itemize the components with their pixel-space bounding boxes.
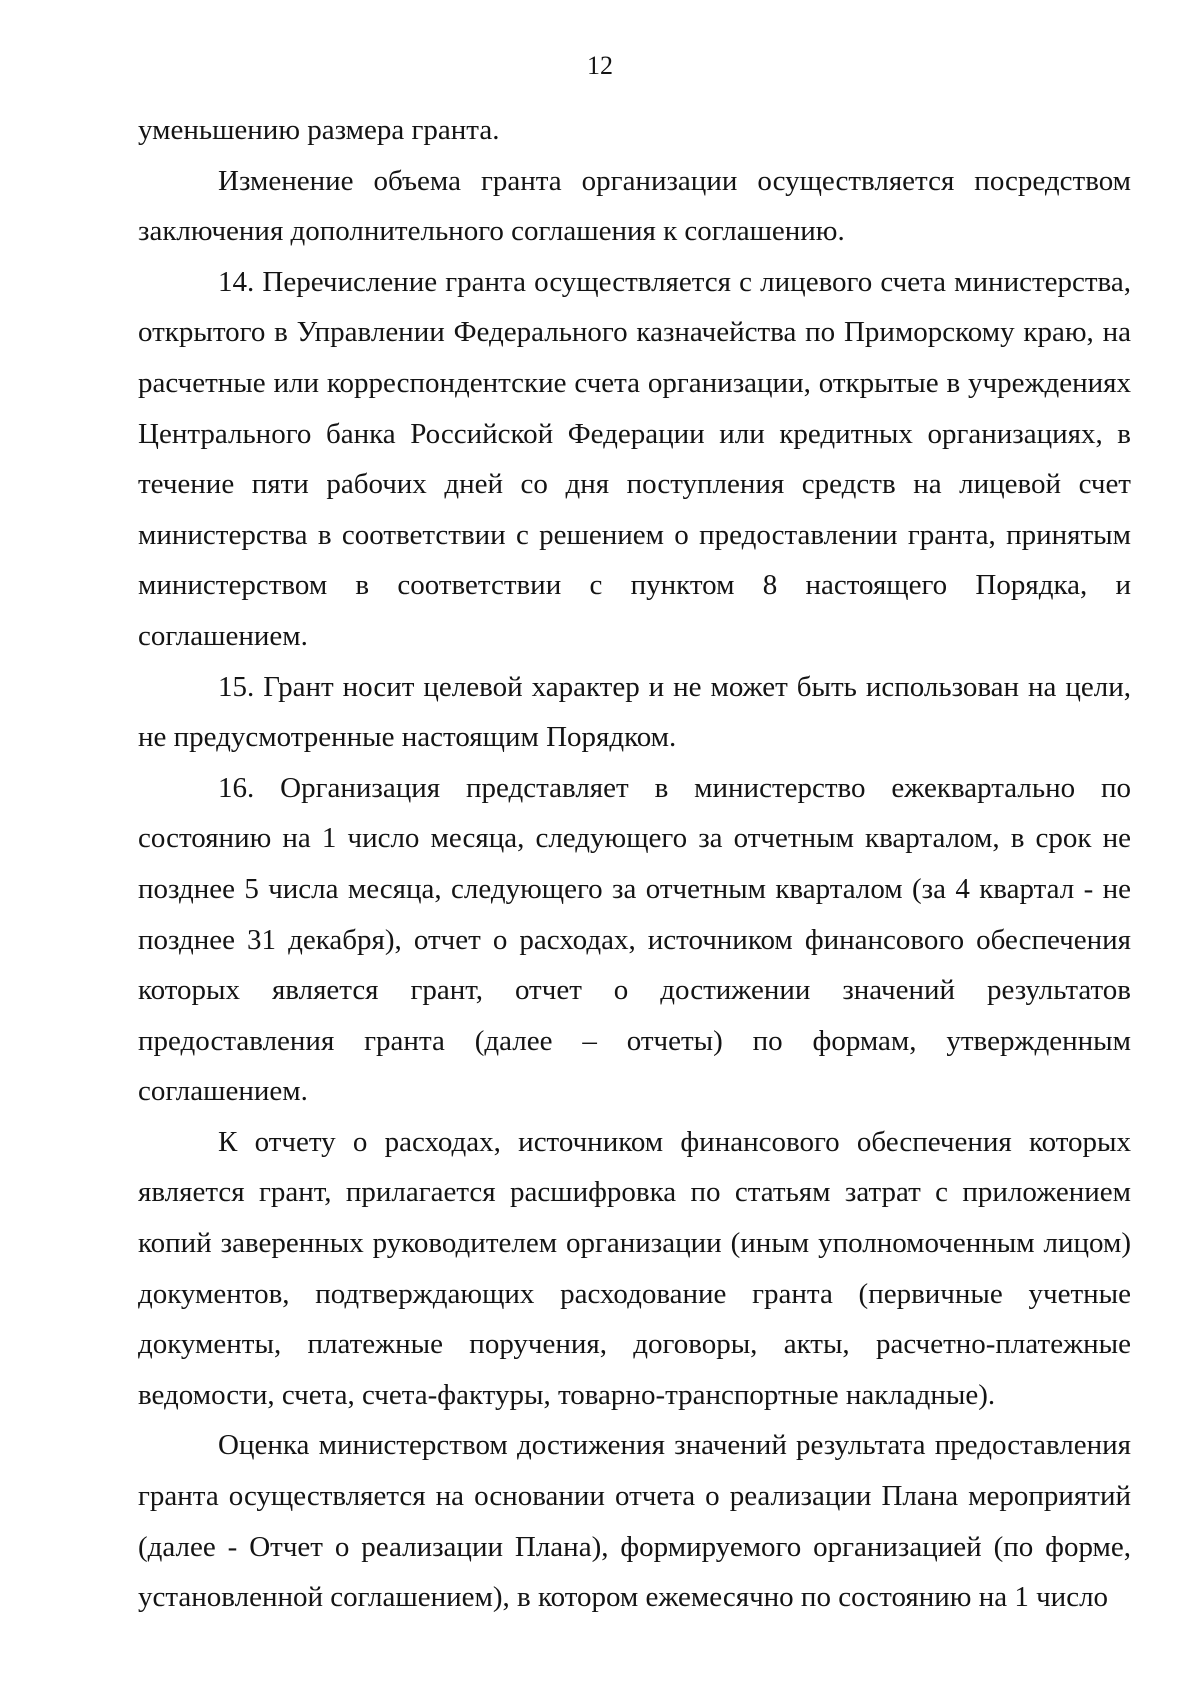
paragraph-grant-volume-change: Изменение объема гранта организации осуществляется посредством заключения дополнительного соглашения к соглашению. [138, 164, 1131, 248]
paragraph-item-15: 15. Грант носит целевой характер и не может быть использован на цели, не предусмотренные настоящим Порядком. [138, 670, 1131, 754]
paragraph-continuation: уменьшению размера гранта. [138, 114, 500, 146]
page-number: 12 [587, 51, 613, 80]
paragraph-item-16: 16. Организация представляет в министерство ежеквартально по состоянию на 1 число месяца, следующего за отчетным кварталом, в срок не позднее 5 числа месяца, следующего за отчетным кварталом (за 4 квартал - не позднее 31 декабря), отчет о расходах, источником финансового обеспечения которых является грант, отчет о достижении значений результатов предоставления гранта (далее – отчеты) по формам, утвержденным соглашением. [138, 771, 1131, 1108]
paragraph-item-14: 14. Перечисление гранта осуществляется с лицевого счета министерства, открытого в Управлении Федерального казначейства по Приморскому краю, на расчетные или корреспондентские счета организации, открытые в учреждениях Центрального банка Российской Федерации или кредитных организациях, в течение пяти рабочих дней со дня поступления средств на лицевой счет министерства в соответствии с решением о предоставлении гранта, принятым министерством в соответствии с пунктом 8 настоящего Порядка, и соглашением. [138, 265, 1131, 652]
document-body [138, 105, 1131, 1623]
paragraph-assessment: Оценка министерством достижения значений результата предоставления гранта осуществляется на основании отчета о реализации Плана мероприятий (далее - Отчет о реализации Плана), формируемого организацией (по форме, установленной соглашением), в котором ежемесячно по состоянию на 1 число [138, 1429, 1131, 1614]
paragraph-expense-report: К отчету о расходах, источником финансового обеспечения которых является грант, прилагается расшифровка по статьям затрат с приложением копий заверенных руководителем организации (иным уполномоченным лицом) документов, подтверждающих расходование гранта (первичные учетные документы, платежные поручения, договоры, акты, расчетно-платежные ведомости, счета, счета-фактуры, товарно-транспортные накладные). [138, 1125, 1131, 1411]
